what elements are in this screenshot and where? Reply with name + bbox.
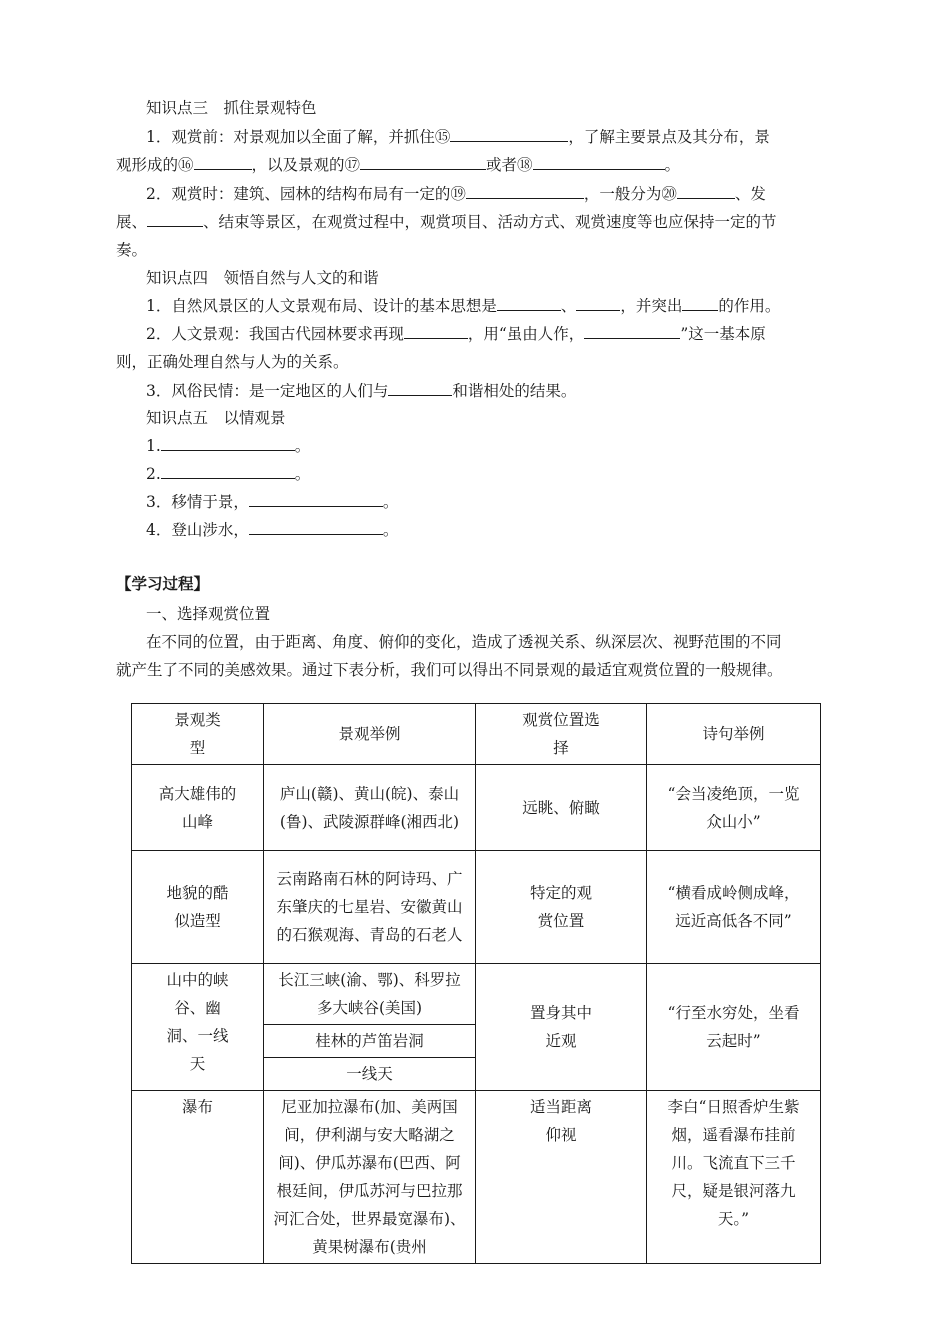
kp5-item4-period: 。 xyxy=(382,521,399,539)
blank-28[interactable] xyxy=(161,435,295,451)
cell-poem-text: “行至水穷处，坐看云起时” xyxy=(667,1004,800,1050)
kp3-line5: 奏。 xyxy=(116,241,148,259)
kp4-line4 xyxy=(146,380,576,402)
cell-type-text: 山中的峡谷、幽洞、一线天 xyxy=(166,971,229,1073)
header-scenery-type xyxy=(132,704,264,765)
cell-position xyxy=(476,1091,647,1264)
cell-examples-text: 长江三峡(渝、鄂)、科罗拉多大峡谷(美国) xyxy=(278,971,461,1017)
subsection-viewing-position: 一、选择观赏位置 xyxy=(146,605,271,623)
kp5-item3 xyxy=(146,491,398,513)
kp3-line4-text-a: 展、 xyxy=(116,213,148,231)
kp4-line2-text-a: 2．人文景观：我国古代园林要求再现 xyxy=(146,325,404,343)
cell-examples-text: 一线天 xyxy=(346,1065,393,1083)
cell-type xyxy=(132,851,264,964)
kp4-line4-text-b: 和谐相处的结果。 xyxy=(452,382,577,400)
kp4-line1-text-a: 1．自然风景区的人文景观布局、设计的基本思想是 xyxy=(146,297,497,315)
blank-29[interactable] xyxy=(161,463,295,479)
kp3-line3-text-b: ，一般分为⑳ xyxy=(583,185,677,203)
kp3-line4 xyxy=(116,211,777,233)
cell-examples xyxy=(264,1058,476,1091)
blank-16[interactable] xyxy=(194,154,252,170)
cell-examples xyxy=(264,964,476,1025)
kp4-line1 xyxy=(146,295,780,317)
table-row xyxy=(132,964,821,1025)
cell-examples-text: 庐山(赣)、黄山(皖)、泰山(鲁)、武陵源群峰(湘西北) xyxy=(279,784,460,831)
header-scenery-type-text: 景观类型 xyxy=(174,711,221,757)
kp3-line1 xyxy=(146,126,770,148)
kp4-line4-text-a: 3．风俗民情：是一定地区的人们与 xyxy=(146,382,389,400)
cell-type-text: 瀑布 xyxy=(181,1098,213,1116)
kp5-item1-period: 。 xyxy=(294,437,311,455)
kp4-line2 xyxy=(146,323,766,345)
table-row xyxy=(132,765,821,851)
cell-type xyxy=(132,765,264,851)
blank-31[interactable] xyxy=(249,519,383,535)
header-viewing-position xyxy=(476,704,647,765)
kp4-line1-text-c: ，并突出 xyxy=(620,297,683,315)
kp3-line2-text-a: 观形成的⑯ xyxy=(116,156,194,174)
blank-18[interactable] xyxy=(533,154,665,170)
kp5-item3-text: 3．移情于景， xyxy=(146,493,249,511)
kp4-line1-text-d: 的作用。 xyxy=(718,297,781,315)
cell-position-text: 特定的观赏位置 xyxy=(529,884,592,930)
blank-26[interactable] xyxy=(584,323,680,339)
kp5-item3-period: 。 xyxy=(382,493,399,511)
blank-20[interactable] xyxy=(677,183,735,199)
scenery-viewing-table xyxy=(131,703,821,1264)
kp3-line2-text-c: 或者⑱ xyxy=(486,156,533,174)
kp5-item4 xyxy=(146,519,398,541)
kp3-line3 xyxy=(146,183,766,205)
cell-type-text: 地貌的酷似造型 xyxy=(166,884,229,930)
blank-27[interactable] xyxy=(388,380,452,396)
blank-17[interactable] xyxy=(360,154,486,170)
blank-22[interactable] xyxy=(497,295,561,311)
cell-examples-text: 尼亚加拉瀑布(加、美两国间，伊利湖与安大略湖之间)、伊瓜苏瀑布(巴西、阿根廷间，伊瓜苏河与巴拉那河汇合处，世界最宽瀑布)、黄果树瀑布(贵州 xyxy=(273,1098,466,1256)
cell-type xyxy=(132,1091,264,1264)
kp3-line1-text-a: 1．观赏前：对景观加以全面了解，并抓住⑮ xyxy=(146,128,451,146)
cell-type-text: 高大雄伟的山峰 xyxy=(158,784,237,831)
cell-position-text: 远眺、俯瞰 xyxy=(522,798,600,817)
kp3-heading: 知识点三 抓住景观特色 xyxy=(146,99,317,117)
cell-position-text: 置身其中近观 xyxy=(529,1004,592,1050)
cell-poem xyxy=(647,765,821,851)
blank-19[interactable] xyxy=(466,183,584,199)
table-header-row xyxy=(132,704,821,765)
header-scenery-examples xyxy=(264,704,476,765)
blank-21[interactable] xyxy=(147,211,203,227)
blank-23[interactable] xyxy=(576,295,620,311)
cell-poem xyxy=(647,851,821,964)
header-poem-examples-text: 诗句举例 xyxy=(702,725,765,743)
kp5-item2-period: 。 xyxy=(294,465,311,483)
process-paragraph-line1: 在不同的位置，由于距离、角度、俯仰的变化，造成了透视关系、纵深层次、视野范围的不同 xyxy=(146,633,782,651)
cell-position xyxy=(476,964,647,1091)
kp3-line2-text-b: ，以及景观的⑰ xyxy=(251,156,361,174)
header-poem-examples xyxy=(647,704,821,765)
blank-24[interactable] xyxy=(682,295,718,311)
kp4-line2-text-c: ”这一基本原 xyxy=(680,325,766,343)
cell-position xyxy=(476,765,647,851)
kp3-line4-text-b: 、结束等景区，在观赏过程中，观赏项目、活动方式、观赏速度等也应保持一定的节 xyxy=(203,213,777,231)
blank-30[interactable] xyxy=(249,491,383,507)
cell-poem-text: “会当凌绝顶，一览众山小” xyxy=(667,784,800,831)
cell-poem-text: 李白“日照香炉生紫烟，遥看瀑布挂前川。飞流直下三千尺，疑是银河落九天。” xyxy=(667,1098,800,1228)
cell-examples xyxy=(264,1025,476,1058)
cell-examples-text: 云南路南石林的阿诗玛、广东肇庆的七星岩、安徽黄山的石猴观海、青岛的石老人 xyxy=(276,870,463,944)
learning-process-heading: 【学习过程】 xyxy=(116,574,210,593)
cell-examples xyxy=(264,1091,476,1264)
blank-25[interactable] xyxy=(404,323,468,339)
header-scenery-examples-text: 景观举例 xyxy=(338,725,401,743)
kp3-line1-text-b: ，了解主要景点及其分布，景 xyxy=(568,128,770,146)
cell-examples xyxy=(264,851,476,964)
kp4-line2-text-b: ，用“虽由人作， xyxy=(467,325,585,343)
process-paragraph-line2: 就产生了不同的美感效果。通过下表分析，我们可以得出不同景观的最适宜观赏位置的一般规律。 xyxy=(116,661,783,679)
cell-position xyxy=(476,851,647,964)
kp5-item1 xyxy=(146,435,310,457)
kp5-item4-text: 4．登山涉水， xyxy=(146,521,249,539)
cell-poem xyxy=(647,1091,821,1264)
table-row xyxy=(132,1091,821,1264)
kp5-item2-number: 2. xyxy=(146,465,161,483)
kp3-line3-text-a: 2．观赏时：建筑、园林的结构布局有一定的⑲ xyxy=(146,185,466,203)
kp4-line3: 则，正确处理自然与人为的关系。 xyxy=(116,353,349,371)
kp4-line1-text-b: 、 xyxy=(560,297,577,315)
header-viewing-position-text: 观赏位置选择 xyxy=(522,711,600,757)
kp5-item1-number: 1. xyxy=(146,437,161,455)
kp5-item2 xyxy=(146,463,310,485)
cell-poem-text: “横看成岭侧成峰，远近高低各不同” xyxy=(667,884,800,930)
blank-15[interactable] xyxy=(450,126,568,142)
kp5-heading: 知识点五 以情观景 xyxy=(146,409,286,427)
kp3-line2-text-d: 。 xyxy=(664,156,681,174)
cell-poem xyxy=(647,964,821,1091)
kp3-line3-text-c: 、发 xyxy=(734,185,766,203)
cell-position-text: 适当距离仰视 xyxy=(529,1098,592,1144)
cell-type xyxy=(132,964,264,1091)
cell-examples-text: 桂林的芦笛岩洞 xyxy=(315,1032,424,1050)
kp3-line2 xyxy=(116,154,680,176)
cell-examples xyxy=(264,765,476,851)
kp4-heading: 知识点四 领悟自然与人文的和谐 xyxy=(146,269,379,287)
table-row xyxy=(132,851,821,964)
